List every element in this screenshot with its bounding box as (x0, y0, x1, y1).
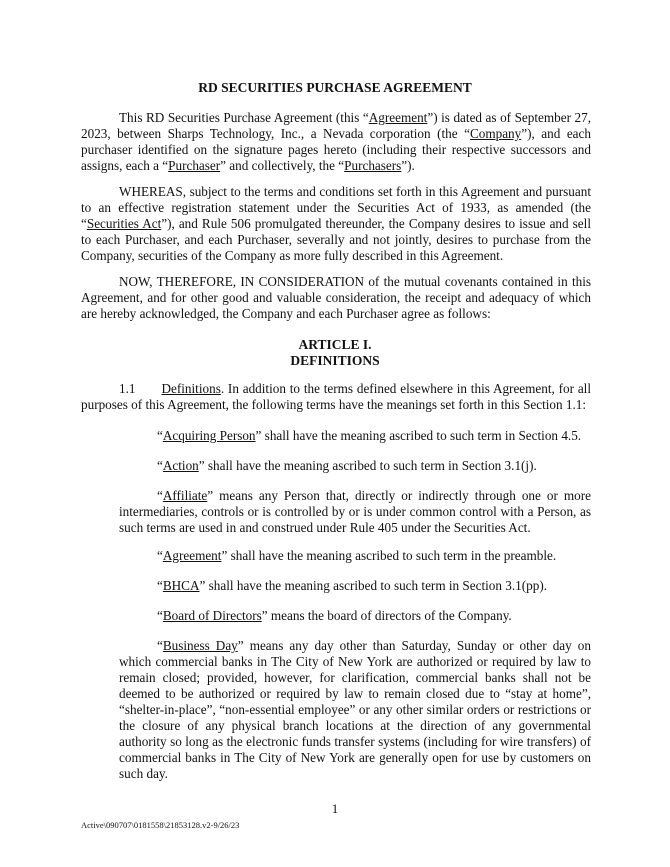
section-number: 1.1 (119, 381, 136, 396)
intro-text-5: ”). (401, 158, 415, 173)
definition-text: ” means any Person that, directly or indirectly through one or more intermediaries, controls or is controlled by or is under common control with a Person, as such terms are used in and construed under Rule 405 under the Securities Act. (119, 488, 591, 535)
article-heading: DEFINITIONS (290, 353, 380, 368)
definition-affiliate: “Affiliate” means any Person that, directly or indirectly through one or more intermediaries, controls or is controlled by or is under common control with a Person, as such terms are used in and construed under Rule 405 under the Securities Act. (119, 488, 591, 535)
definition-text: ” shall have the meaning ascribed to such term in the preamble. (221, 548, 557, 563)
intro-paragraph (81, 110, 591, 174)
definition-agreement: “Agreement” shall have the meaning ascribed to such term in the preamble. (157, 548, 557, 563)
section-heading: Definitions (161, 381, 221, 396)
whereas-paragraph (81, 184, 591, 264)
now-therefore-paragraph: NOW, THEREFORE, IN CONSIDERATION of the mutual covenants contained in this Agreement, and for other good and valuable consideration, the receipt and adequacy of which are hereby acknowledged, the Company and each Purchaser agree as follows: (81, 274, 591, 321)
section-1-1 (81, 381, 591, 413)
defined-term-agreement: Agreement (368, 110, 428, 125)
definition-bhca: “BHCA” shall have the meaning ascribed to such term in Section 3.1(pp). (157, 578, 548, 593)
definition-board-of-directors: “Board of Directors” means the board of directors of the Company. (157, 608, 512, 623)
intro-text-3: ”), and each purchaser identified on the signature pages hereto (including their respective successors and assigns, each a “ (81, 126, 591, 173)
intro-text-4: ” and collectively, the “ (220, 158, 345, 173)
defined-term-purchaser: Purchaser (168, 158, 221, 173)
document-footer-id: Active\090707\0181558\21853128.v2-9/26/23 (81, 820, 240, 830)
definition-term: Action (162, 458, 199, 473)
definition-text: ” shall have the meaning ascribed to such term in Section 4.5. (255, 428, 582, 443)
definition-text: ” means the board of directors of the Company. (261, 608, 512, 623)
definition-term: Business Day (162, 638, 238, 653)
intro-text-2: ”) is dated as of September 27, 2023, between Sharps Technology, Inc., a Nevada corporation (the “ (81, 110, 592, 141)
defined-term-securities-act: Securities Act (86, 216, 162, 231)
article-number: ARTICLE I. (298, 337, 372, 352)
whereas-text-1: WHEREAS, subject to the terms and conditions set forth in this Agreement and pursuant to an effective registration statement under the Securities Act of 1933, as amended (the “ (81, 184, 591, 231)
definition-business-day: “Business Day” means any day other than Saturday, Sunday or other day on which commercial banks in The City of New York are authorized or required by law to remain closed; provided, however, for clarification, commercial banks shall not be deemed to be authorized or required by law to remain closed due to “stay at home”, “shelter-in-place”, “non-essential employee” or any other similar orders or restrictions or the closure of any physical branch locations at the direction of any governmental authority so long as the electronic funds transfer systems (including for wire transfers) of commercial banks in The City of New York are generally open for use by customers on such day. (119, 638, 591, 781)
definition-action: “Action” shall have the meaning ascribed to such term in Section 3.1(j). (157, 458, 537, 473)
whereas-text-2: ”), and Rule 506 promulgated thereunder, the Company desires to issue and sell to each Purchaser, and each Purchaser, severally and not jointly, desires to purchase from the Company, securities of the Company as more fully described in this Agreement. (81, 216, 591, 263)
definition-text: ” means any day other than Saturday, Sunday or other day on which commercial banks in The City of New York are authorized or required by law to remain closed; provided, however, for clarification, commercial banks shall not be deemed to be authorized or required by law to remain closed due to “stay at home”, “shelter-in-place”, “non-essential employee” or any other similar orders or restrictions or the closure of any physical branch locations at the direction of any governmental authority so long as the electronic funds transfer systems (including for wire transfers) of commercial banks in The City of New York are generally open for use by customers on such day. (119, 638, 591, 781)
defined-term-purchasers: Purchasers (344, 158, 402, 173)
defined-term-company: Company (469, 126, 522, 141)
definition-text: ” shall have the meaning ascribed to such term in Section 3.1(j). (198, 458, 537, 473)
intro-text-1: This RD Securities Purchase Agreement (this “ (119, 110, 369, 125)
definition-term: Agreement (162, 548, 222, 563)
page-number: 1 (331, 801, 339, 816)
definition-term: BHCA (162, 578, 200, 593)
document-title: RD SECURITIES PURCHASE AGREEMENT (198, 80, 472, 95)
definition-acquiring-person: “Acquiring Person” shall have the meaning ascribed to such term in Section 4.5. (157, 428, 582, 443)
definition-term: Affiliate (162, 488, 208, 503)
definition-term: Acquiring Person (162, 428, 256, 443)
section-text: . In addition to the terms defined elsewhere in this Agreement, for all purposes of this Agreement, the following terms have the meanings set forth in this Section 1.1: (81, 381, 591, 412)
definition-term: Board of Directors (162, 608, 262, 623)
definition-text: ” shall have the meaning ascribed to such term in Section 3.1(pp). (199, 578, 548, 593)
